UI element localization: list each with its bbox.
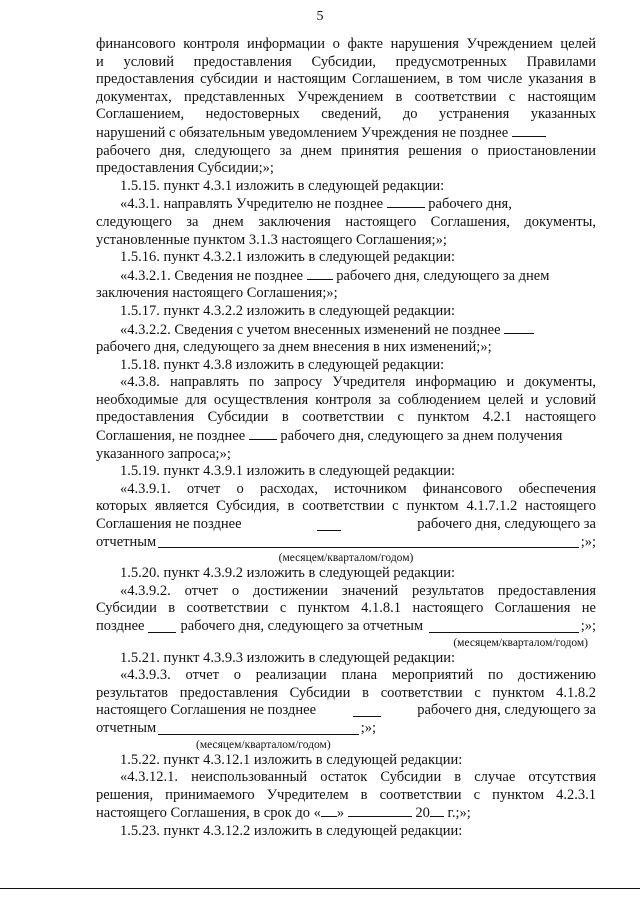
text-line [96, 321, 596, 340]
field-hint: (месяцем/кварталом/годом) [196, 738, 331, 751]
text-line: «4.3.8. направлять по запросу Учредителя информацию и документы, [120, 374, 596, 391]
text-line: и условий предоставления Субсидии, предусмотренных Правилами [96, 53, 596, 70]
blank-field [158, 534, 579, 548]
text-line: предоставления субсидии и настоящим Соглашением, в том числе указания в [96, 71, 596, 88]
text-line: которых является Субсидия, в соответствии с пунктом 4.1.7.1.2 настоящего [96, 498, 596, 515]
blank-field [387, 195, 425, 208]
blank-field [348, 804, 412, 817]
blank-field [158, 721, 359, 735]
page-number: 5 [316, 9, 324, 24]
text-line: решения, принимаемого Учредителем в соответствии с пунктом 4.2.3.1 [96, 786, 596, 803]
text-fragment: «4.3.2.2. Сведения с учетом внесенных изменений не позднее [120, 321, 501, 338]
text-fragment: настоящего Соглашения не позднее [96, 702, 317, 719]
text-fragment: Соглашения, не позднее [96, 428, 246, 445]
text-line [96, 267, 596, 286]
blank-field [504, 321, 534, 334]
clause-heading: 1.5.17. пункт 4.3.2.2 изложить в следующей редакции: [120, 302, 456, 319]
text-line: «4.3.9.3. отчет о реализации плана мероприятий по достижению [120, 667, 596, 684]
text-fragment: настоящего Соглашения, в срок до « [96, 805, 321, 822]
clause-heading: 1.5.22. пункт 4.3.12.1 изложить в следующей редакции: [120, 751, 463, 768]
text-fragment: рабочего дня, следующего за днем получения [280, 428, 563, 445]
field-hint: (месяцем/кварталом/годом) [278, 552, 414, 565]
text-line: заключения настоящего Соглашения;»; [96, 285, 338, 302]
clause-heading: 1.5.20. пункт 4.3.9.2 изложить в следующей редакции: [120, 565, 456, 582]
text-line: рабочего дня, следующего за днем принятия решения о приостановлении [96, 142, 596, 159]
clause-heading: 1.5.15. пункт 4.3.1 изложить в следующей редакции: [120, 177, 445, 194]
text-line [96, 618, 596, 636]
text-fragment: позднее [96, 618, 145, 634]
blank-field [429, 619, 579, 633]
text-line: Соглашением, недостоверных сведений, до устранения указанных [96, 106, 596, 123]
text-line [96, 534, 596, 552]
text-line: следующего за днем заключения настоящего Соглашения, документы, [96, 213, 596, 230]
page-bottom-rule [0, 888, 640, 889]
document-body [96, 36, 596, 841]
text-fragment: рабочего дня, следующего за [417, 702, 596, 719]
text-line: «4.3.9.2. отчет о достижении значений результатов предоставления [120, 582, 596, 599]
text-fragment: 20 [415, 805, 430, 822]
text-line [96, 804, 596, 823]
text-fragment: рабочего дня, [428, 196, 512, 213]
field-hint: (месяцем/кварталом/годом) [453, 636, 588, 649]
blank-field [249, 427, 277, 440]
text-line: предоставления Субсидии;»; [96, 160, 274, 177]
text-fragment: «4.3.1. направлять Учредителю не позднее [120, 196, 384, 213]
text-fragment: ;»; [580, 533, 596, 550]
blank-field [148, 620, 176, 633]
text-fragment: нарушений с обязательным уведомлением Учреждения не позднее [96, 124, 509, 141]
clause-heading: 1.5.23. пункт 4.3.12.2 изложить в следующей редакции: [120, 822, 463, 839]
text-line [96, 124, 596, 143]
blank-field [317, 518, 341, 531]
text-line: указанного запроса;»; [96, 445, 231, 462]
blank-field [307, 267, 333, 280]
text-line [96, 702, 596, 720]
blank-field [430, 804, 444, 817]
text-line: предоставления Субсидии в соответствии с пунктом 4.2.1 настоящего [96, 409, 596, 426]
text-fragment: ;»; [360, 719, 376, 736]
text-line: рабочего дня, следующего за днем внесения в них изменений;»; [96, 339, 492, 356]
text-line: установленные пунктом 3.1.3 настоящего Соглашения;»; [96, 231, 447, 248]
text-line: результатов предоставления Субсидии в соответствии с пунктом 4.1.8.2 [96, 684, 596, 701]
text-line: документах, представленных Учреждением в соответствии с настоящим [96, 88, 596, 105]
text-fragment: Соглашения не позднее [96, 516, 242, 533]
text-line: «4.3.12.1. неиспользованный остаток Субсидии в случае отсутствия [120, 769, 596, 786]
text-line: финансового контроля информации о факте нарушения Учреждением целей [96, 36, 596, 52]
blank-field [512, 124, 546, 137]
text-fragment: «4.3.2.1. Сведения не позднее [120, 267, 303, 284]
text-fragment: » [336, 805, 345, 822]
clause-heading: 1.5.21. пункт 4.3.9.3 изложить в следующей редакции: [120, 649, 456, 666]
text-line: Субсидии в соответствии с пунктом 4.1.8.1 настоящего Соглашения не [96, 600, 596, 617]
text-line [96, 516, 596, 534]
text-fragment: рабочего дня, следующего за днем [336, 267, 550, 284]
text-line: «4.3.9.1. отчет о расходах, источником финансового обеспечения [120, 480, 596, 497]
text-fragment: ;»; [580, 618, 596, 634]
text-fragment: г.;»; [447, 805, 471, 822]
text-fragment: рабочего дня, следующего за отчетным [180, 618, 424, 634]
text-line: необходимые для осуществления контроля за соблюдением целей и условий [96, 391, 596, 408]
blank-field [321, 804, 337, 817]
text-fragment: отчетным [96, 719, 157, 736]
text-fragment: рабочего дня, следующего за [417, 516, 596, 533]
clause-heading: 1.5.16. пункт 4.3.2.1 изложить в следующей редакции: [120, 249, 456, 266]
text-fragment: отчетным [96, 533, 157, 550]
text-line [96, 720, 376, 738]
text-line [96, 427, 596, 446]
blank-field [353, 704, 381, 717]
text-line [96, 195, 596, 214]
clause-heading: 1.5.19. пункт 4.3.9.1 изложить в следующей редакции: [120, 463, 456, 480]
clause-heading: 1.5.18. пункт 4.3.8 изложить в следующей редакции: [120, 356, 445, 373]
